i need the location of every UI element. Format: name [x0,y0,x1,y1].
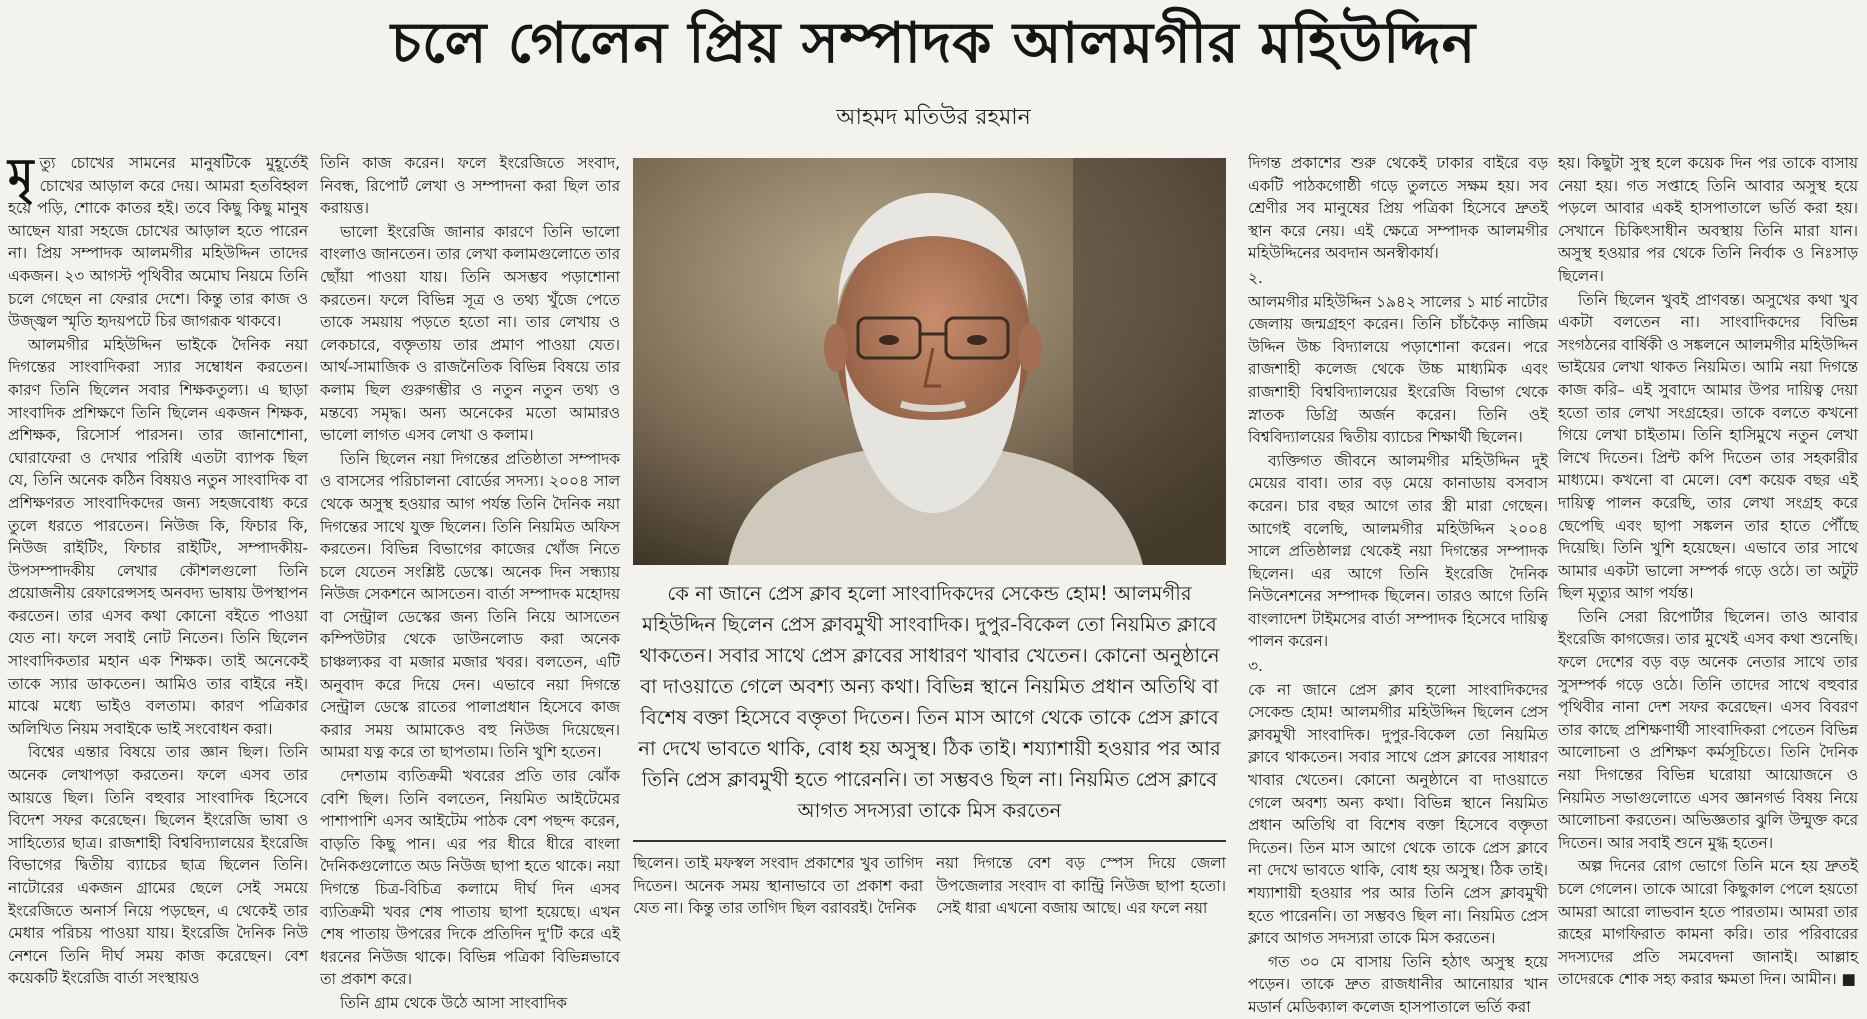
paragraph: তিনি সেরা রিপোর্টার ছিলেন। তাও আবার ইংরেজি কাগজের। তার মুখেই এসব কথা শুনেছি। ফলে দেশের বড় বড় অনেক নেতার সাথে তার সুসম্পর্ক গড়ে ওঠে। তিনি তাদের সাথে বহুবার পৃথিবীর নানা দেশ সফর করেছেন। এসব বিবরণ তার কাছে প্রশিক্ষণার্থী সাংবাদিকরা পেতেন বিভিন্ন আলোচনা ও প্রশিক্ষণ কর্মসূচিতে। তিনি দৈনিক নয়া দিগন্তের বিভিন্ন ঘরোয়া আয়োজনে ও নিয়মিত সভাগুলোতে এসব জ্ঞানগর্ভ বিষয় নিয়ে আলোচনা করতেন। অভিজ্ঞতার ঝুলি উন্মুক্ত করে দিতেন। আর সবাই শুনে মুগ্ধ হতেন। [1558,607,1858,852]
paragraph: আলমগীর মহিউদ্দিন ভাইকে দৈনিক নয়া দিগন্তের সাংবাদিকরা স্যার সম্বোধন করতেন। কারণ তিনি ছিলেন সবার শিক্ষকতুল্য। এ ছাড়া সাংবাদিক প্রশিক্ষণে তিনি ছিলেন একজন শিক্ষক, প্রশিক্ষক, রিসোর্স পারসন। তার জানাশোনা, ঘোরাফেরা ও দেখার পরিধি এতটা ব্যাপক ছিল যে, তিনি অনেক কঠিন বিষয়ও নতুন সাংবাদিক বা প্রশিক্ষণরত সাংবাদিকদের জন্য সহজবোধ্য করে তুলে ধরতে পারতেন। নিউজ কি, ফিচার কি, নিউজ রাইটিং, ফিচার রাইটিং, সম্পাদকীয়-উপসম্পাদকীয় লেখার কৌশলগুলো তিনি প্রয়োজনীয় রেফারেন্সসহ অনবদ্য ভাষায় উপস্থাপন করতেন। তার এসব কথা কোনো বইতে পাওয়া যেত না। ফলে সবাই নোট নিতেন। তিনি ছিলেন সাংবাদিকতার মহান এক শিক্ষক। তাই অনেকেই তাকে স্যার ডাকতেন। আমিও তার বাইরে নই। মাঝে মধ্যে ভাইও বলতাম। কারণ পত্রিকার অলিখিত নিয়ম সবাইকে ভাই সংবোধন করা। [8,335,308,738]
paragraph: তিনি কাজ করেন। ফলে ইংরেজিতে সংবাদ, নিবন্ধ, রিপোর্ট লেখা ও সম্পাদনা করা ছিল তার করায়ত্ত। [320,154,620,218]
article-column-6 [1558,152,1858,989]
paragraph: দেশতাম ব্যতিক্রমী খবরের প্রতি তার ঝোঁক বেশি ছিল। তিনি বলতেন, নিয়মিত আইটেমের পাশাপাশি এসব আইটেম পাঠক বেশ পছন্দ করেন, বাড়তি কিছু পান। এর পর ধীরে ধীরে বাংলা দৈনিকগুলোতে অড নিউজ ছাপা হতে থাকে। নয়া দিগন্তে চিত্র-বিচিত্র কলামে দীর্ঘ দিন এসব ব্যতিক্রমী খবর শেষ পাতায় ছাপা হয়েছে। এখন শেষ পাতায় উপরের দিকে প্রতিদিন দু'টি করে এই ধরনের নিউজ থাকে। বিভিন্ন পত্রিকা বিভিন্নভাবে তা প্রকাশ করে। [320,767,620,989]
paragraph: তিনি ছিলেন খুবই প্রাণবন্ত। অসুখের কথা খুব একটা বলতেন না। সাংবাদিকদের বিভিন্ন সংগঠনের বার্ষিকী ও সঙ্কলনে আলমগীর মহিউদ্দিন ভাইয়ের লেখা থাকত নিয়মিত। আমি নয়া দিগন্তে কাজ করি– এই সুবাদে আমার উপর দায়িত্ব দেয়া হতো তার লেখা সংগ্রহের। তাকে বলতে কখনো গিয়ে লেখা চাইতাম। তিনি হাসিমুখে নতুন লেখা লিখে দিতেন। প্রিন্ট কপি দিতেন তার সহকারীর মাধ্যমে। কখনো বা মেলে। বেশ কয়েক বছর এই দায়িত্ব পালন করেছি, তার লেখা সংগ্রহ করে ছেপেছি এবং ছাপা সঙ্কলন তার হাতে পৌঁছে দিয়েছি। তিনি খুশি হয়েছেন। এভাবে তার সাথে আমার একটা ভালো সম্পর্ক গড়ে ওঠে। তা অটুট ছিল মৃত্যুর আগ পর্যন্ত। [1558,290,1858,603]
paragraph: ছিলেন। তাই মফস্বল সংবাদ প্রকাশের খুব তাগিদ দিতেন। অনেক সময় স্থানাভাবে তা প্রকাশ করা যেত না। কিন্তু তার তাগিদ ছিল বরাবরই। দৈনিক [633,854,923,918]
headline: চলে গেলেন প্রিয় সম্পাদক আলমগীর মহিউদ্দিন [390,11,1477,76]
article-column-5 [1248,152,1548,1016]
paragraph-text: ত্যু চোখের সামনের মানুষটিকে মুহূর্তেই চোখের আড়াল করে দেয়। আমরা হতবিহ্বল হয়ে পড়ি, শোকে কাতর হই। তবে কিছু কিছু মানুষ আছেন যারা সহজে চোখের আড়াল হতে পারেন না। প্রিয় সম্পাদক আলমগীর মহিউদ্দিন তাদের একজন। ২৩ আগস্ট পৃথিবীর অমোঘ নিয়মে তিনি চলে গেছেন না ফেরার দেশে। কিন্তু তার কাজ ও উজ্জ্বল স্মৃতি হৃদয়পটে চির জাগরূক থাকবে। [8,154,308,331]
paragraph: অল্প দিনের রোগ ভোগে তিনি মনে হয় দ্রুতই চলে গেলেন। তাকে আরো কিছুকাল পেলে হয়তো আমরা আরো লাভবান হতে পারতাম। আমরা তার রূহের মাগফিরাত কামনা করি। তার পরিবারের সদস্যদের প্রতি সমবেদনা জানাই। আল্লাহ তাদেরকে শোক সহ্য করার ক্ষমতা দিন। আমীন। ■ [1558,857,1858,989]
paragraph: গত ৩০ মে বাসায় তিনি হঠাৎ অসুস্থ হয়ে পড়েন। তাকে দ্রুত রাজধানীর আনোয়ার খান মডার্ন মেডিক্যাল কলেজ হাসপাতালে ভর্তি করা [1248,952,1548,1016]
paragraph: ভালো ইংরেজি জানার কারণে তিনি ভালো বাংলাও জানতেন। তার লেখা কলামগুলোতে তার ছোঁয়া পাওয়া যায়। তিনি অসম্ভব পড়াশোনা করতেন। ফলে বিভিন্ন সূত্র ও তথ্য খুঁজে পেতে তাকে সময়ায় পড়তে হতো না। তার লেখায় ও লেকচারে, বক্তৃতায় তার প্রমাণ পাওয়া যেত। আর্থ-সামাজিক ও রাজনৈতিক বিভিন্ন বিষয়ে তার কলাম ছিল গুরুগম্ভীর ও নতুন নতুন তথ্য ও মন্তব্যে সমৃদ্ধ। অন্য অনেকের মতো আমারও ভালো লাগত এসব লেখা ও কলাম। [320,222,620,445]
paragraph: আলমগীর মহিউদ্দিন ১৯৪২ সালের ১ মার্চ নাটোর জেলায় জন্মগ্রহণ করেন। তিনি চাঁচকৈড় নাজিম উদ্দিন উচ্চ বিদ্যালয়ে পড়াশোনা করেন। পরে রাজশাহী কলেজ থেকে উচ্চ মাধ্যমিক এবং রাজশাহী বিশ্ববিদ্যালয়ের ইংরেজি বিভাগ থেকে স্নাতক ডিগ্রি অর্জন করেন। তিনি ওই বিশ্ববিদ্যালয়ের দ্বিতীয় ব্যাচের শিক্ষার্থী ছিলেন। [1248,292,1548,447]
paragraph: ব্যক্তিগত জীবনে আলমগীর মহিউদ্দিন দুই মেয়ের বাবা। তার বড় মেয়ে কানাডায় বসবাস করেন। চার বছর আগে তার স্ত্রী মারা গেছেন। আগেই বলেছি, আলমগীর মহিউদ্দিন ২০০৪ সালে প্রতিষ্ঠালগ্ন থেকেই নয়া দিগন্তের সম্পাদক ছিলেন। এর আগে তিনি ইংরেজি দৈনিক নিউনেশনের সম্পাদক ছিলেন। তারও আগে তিনি বাংলাদেশ টাইমসের বার্তা সম্পাদক হিসেবে দায়িত্ব পালন করেন। [1248,451,1548,651]
article-column-4 [936,852,1226,924]
paragraph [8,148,308,333]
divider [633,840,1226,842]
byline: আহমদ মতিউর রহমান [836,105,1031,130]
paragraph: কে না জানে প্রেস ক্লাব হলো সাংবাদিকদের সেকেন্ড হোম! আলমগীর মহিউদ্দিন ছিলেন প্রেস ক্লাবমুখী সাংবাদিক। দুপুর-বিকেল তো নিয়মিত ক্লাবে থাকতেন। সবার সাথে প্রেস ক্লাবের সাধারণ খাবার খেতেন। কোনো অনুষ্ঠানে বা দাওয়াতে গেলে অবশ্য অন্য কথা। বিভিন্ন স্থানে নিয়মিত প্রধান অতিথি বা বিশেষ বক্তা হিসেবে বক্তৃতা দিতেন। তিন মাস আগে থেকে তাকে প্রেস ক্লাবে না দেখে ভাবতে থাকি, বোধ হয় অসুস্থ। ঠিক তাই। শয্যাশায়ী হওয়ার পর আর তিনি প্রেস ক্লাবমুখী হতে পারেননি। তা সম্ভবও ছিল না। নিয়মিত প্রেস ক্লাবে আগত সদস্যরা তাকে মিস করতেন। [1248,680,1548,948]
drop-cap: মৃ [8,148,34,202]
editor-photo [633,158,1226,565]
article-column-1 [8,148,308,988]
article-column-3 [633,852,923,924]
pull-quote: কে না জানে প্রেস ক্লাব হলো সাংবাদিকদের সেকেন্ড হোম! আলমগীর মহিউদ্দিন ছিলেন প্রেস ক্লাবমুখী সাংবাদিক। দুপুর-বিকেল তো নিয়মিত ক্লাবে থাকতেন। সবার সাথে প্রেস ক্লাবের সাধারণ খাবার খেতেন। কোনো অনুষ্ঠানে বা দাওয়াতে গেলে অবশ্য অন্য কথা। বিভিন্ন স্থানে নিয়মিত প্রধান অতিথি বা বিশেষ বক্তা হিসেবে বক্তৃতা দিতেন। তিন মাস আগে থেকে তাকে প্রেস ক্লাবে না দেখে ভাবতে থাকি, বোধ হয় অসুস্থ। ঠিক তাই। শয্যাশায়ী হওয়ার পর আর তিনি প্রেস ক্লাবমুখী হতে পারেননি। তা সম্ভবও ছিল না। নিয়মিত প্রেস ক্লাবে আগত সদস্যরা তাকে মিস করতেন [638,582,1221,822]
section-number: ৩. [1248,657,1263,676]
paragraph: বিশ্বের এন্তার বিষয়ে তার জ্ঞান ছিল। তিনি অনেক লেখাপড়া করতেন। ফলে এসব তার আয়ত্তে ছিল। তিনি বহুবার সাংবাদিক হিসেবে বিদেশ সফর করেছেন। ছিলেন ইংরেজি ভাষা ও সাহিত্যের ছাত্র। রাজশাহী বিশ্ববিদ্যালয়ের ইংরেজি বিভাগের দ্বিতীয় ব্যাচের ছাত্র ছিলেন তিনি। নাটোরের একজন গ্রামের ছেলে সেই সময়ে ইংরেজিতে অনার্স নিয়ে পড়ছেন, এ থেকেই তার মেধার পরিচয় পাওয়া যায়। ইংরেজি দৈনিক নিউ নেশনে তিনি দীর্ঘ সময় কাজ করেছেন। বেশ কয়েকটি ইংরেজি বার্তা সংস্থায়ও [8,743,308,988]
paragraph: দিগন্ত প্রকাশের শুরু থেকেই ঢাকার বাইরে বড় একটি পাঠকগোষ্ঠী গড়ে তুলতে সক্ষম হয়। সব শ্রেণীর সব মানুষের প্রিয় পত্রিকা হিসেবে দ্রুতই স্থান করে নেয়। এই ক্ষেত্রে সম্পাদক আলমগীর মহিউদ্দিনের অবদান অনস্বীকার্য। [1248,154,1548,263]
section-number: ২. [1248,268,1263,287]
paragraph: তিনি গ্রাম থেকে উঠে আসা সাংবাদিক [340,993,567,1012]
paragraph: নয়া দিগন্তে বেশ বড় স্পেস দিয়ে জেলা উপজেলার সংবাদ বা কান্ট্রি নিউজ ছাপা হতো। সেই ধারা এখনো বজায় আছে। এর ফলে নয়া [936,854,1226,918]
portrait-illustration [633,158,1226,565]
paragraph: তিনি ছিলেন নয়া দিগন্তের প্রতিষ্ঠাতা সম্পাদক ও বাসসের পরিচালনা বোর্ডের সদস্য। ২০০৪ সাল থেকে অসুস্থ হওয়ার আগ পর্যন্ত তিনি দৈনিক নয়া দিগন্তের সাথে যুক্ত ছিলেন। তিনি নিয়মিত অফিস করতেন। বিভিন্ন বিভাগের কাজের খোঁজ নিতে চলে যেতেন সংশ্লিষ্ট ডেস্কে। অনেক দিন সন্ধ্যায় নিউজ সেকশনে আসতেন। বার্তা সম্পাদক মহোদয় বা সেন্ট্রাল ডেস্কের জন্য তিনি নিয়ে আসতেন কম্পিউটার থেকে ডাউনলোড করা অনেক চাঞ্চল্যকর বা মজার মজার খবর। বলতেন, এটি অনুবাদ করে দিয়ে দেন। এভাবে নয়া দিগন্তে সেন্ট্রাল ডেস্কে রাতের পালাপ্রধান হিসেবে কাজ করার সময় আমাকেও বহু নিউজ দিয়েছেন। আমরা যত্ন করে তা ছাপতাম। তিনি খুশি হতেন। [320,449,620,762]
paragraph: হয়। কিছুটা সুস্থ হলে কয়েক দিন পর তাকে বাসায় নেয়া হয়। গত সপ্তাহে তিনি আবার অসুস্থ হয়ে পড়লে আবার একই হাসপাতালে ভর্তি করা হয়। সেখানে চিকিৎসাধীন অবস্থায় তিনি মারা যান। অসুস্থ হওয়ার পর থেকে তিনি নির্বাক ও নিঃসাড় ছিলেন। [1558,154,1858,285]
article-column-2 [320,152,620,1012]
